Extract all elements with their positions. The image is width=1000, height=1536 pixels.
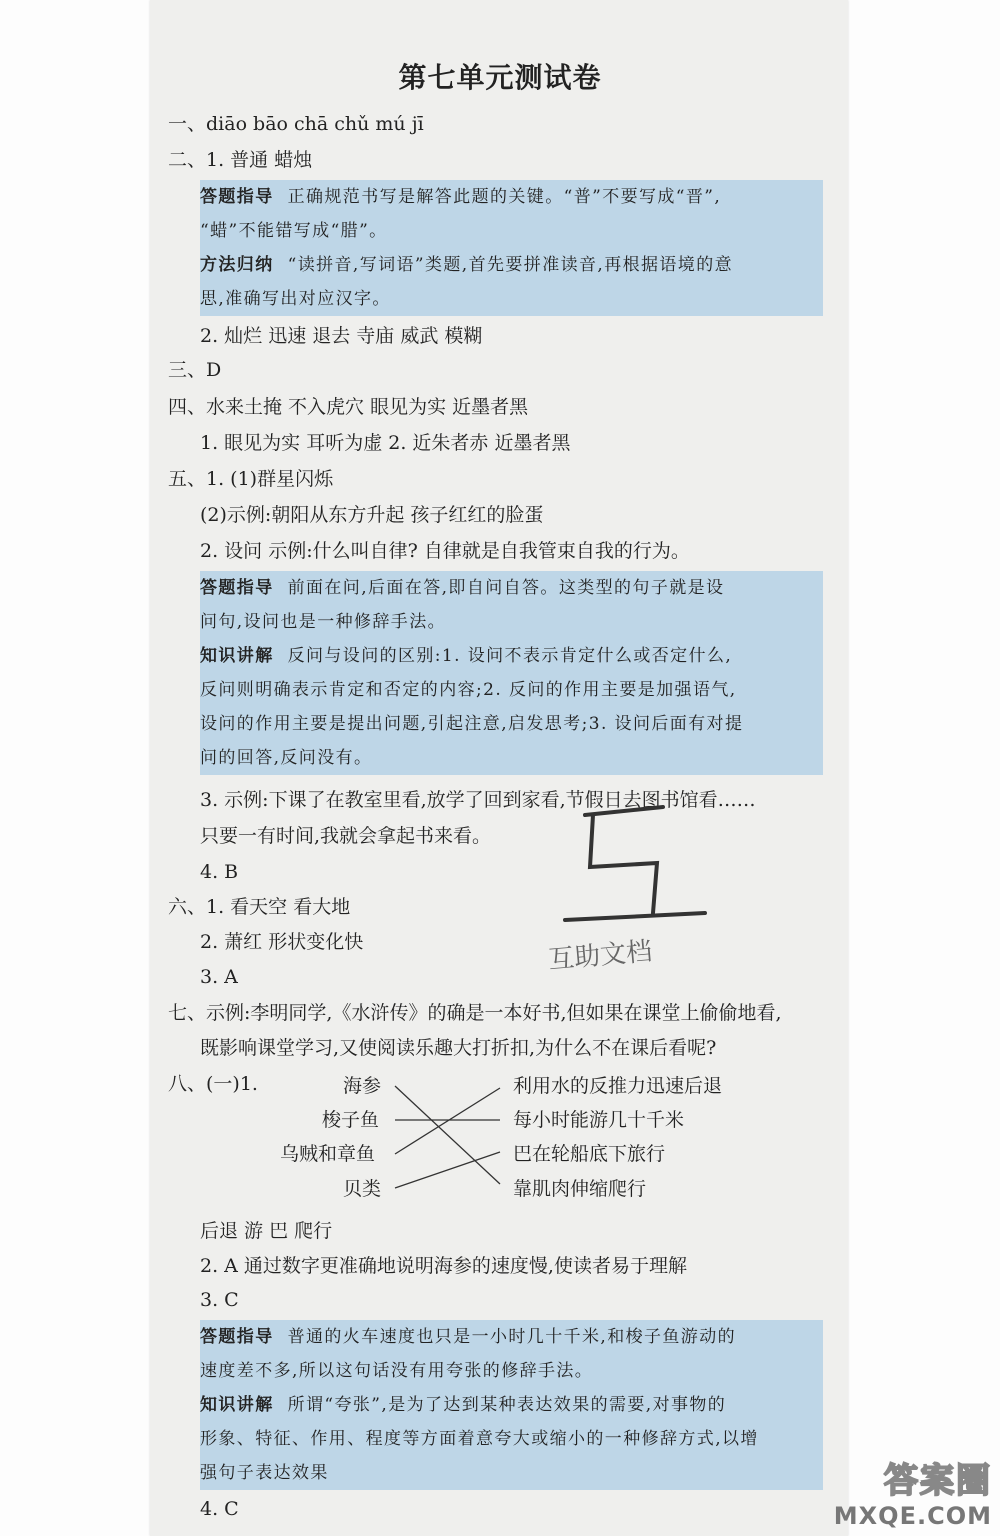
note-text: 正确规范书写是解答此题的关键。“普”不要写成“晋”, xyxy=(287,187,722,207)
note-text: 反问与设问的区别:1. 设问不表示肯定什么或否定什么, xyxy=(287,646,733,666)
match-right-item: 利用水的反推力迅速后退 xyxy=(513,1075,723,1097)
answer-q4-1: 1. 眼见为实 耳听为虚 2. 近朱者赤 近墨者黑 xyxy=(200,432,571,454)
answer-q8-2: 2. A 通过数字更准确地说明海参的速度慢,使读者易于理解 xyxy=(200,1255,687,1277)
answer-q7a: 七、示例:李明同学,《水浒传》的确是一本好书,但如果在课堂上偷偷地看, xyxy=(168,1002,782,1024)
answer-q5-1b: (2)示例:朝阳从东方升起 孩子红红的脸蛋 xyxy=(200,504,544,526)
note-tag: 答题指导 xyxy=(200,1327,274,1347)
watermark xyxy=(834,1453,992,1530)
note-text: 设问的作用主要是提出问题,引起注意,启发思考;3. 设问后面有对提 xyxy=(200,714,744,734)
match-line xyxy=(395,1086,500,1184)
answer-q7b: 既影响课堂学习,又使阅读乐趣大打折扣,为什么不在课后看呢? xyxy=(200,1037,717,1059)
note-tag: 答题指导 xyxy=(200,187,274,207)
note-text: “蜡”不能错写成“腊”。 xyxy=(200,221,388,241)
answer-q6-3: 3. A xyxy=(200,966,238,988)
answer-q8-4: 4. C xyxy=(200,1498,239,1520)
note-tag: 知识讲解 xyxy=(200,1395,274,1415)
match-left-item: 贝类 xyxy=(343,1178,382,1200)
note-text: 强句子表达效果 xyxy=(200,1463,329,1483)
match-line xyxy=(395,1088,500,1154)
match-right-item: 巴在轮船底下旅行 xyxy=(513,1143,666,1165)
answer-q8-3: 3. C xyxy=(200,1289,239,1311)
answer-q1: 一、diāo bāo chā chǔ mú jī xyxy=(168,113,424,135)
note-text: 普通的火车速度也只是一小时几十千米,和梭子鱼游动的 xyxy=(287,1327,737,1347)
answer-q5-4: 4. B xyxy=(200,861,239,883)
note-box-3 xyxy=(200,1320,823,1490)
note-tag: 方法归纳 xyxy=(200,255,274,275)
note-text: 思,准确写出对应汉字。 xyxy=(200,289,391,309)
answer-q8-head: 八、(一)1. xyxy=(168,1073,258,1095)
match-left-item: 乌贼和章鱼 xyxy=(280,1143,376,1165)
note-tag: 知识讲解 xyxy=(200,646,274,666)
answer-q6-1: 六、1. 看天空 看大地 xyxy=(168,896,351,918)
note-text: 反问则明确表示肯定和否定的内容;2. 反问的作用主要是加强语气, xyxy=(200,680,737,700)
note-text: 问句,设问也是一种修辞手法。 xyxy=(200,612,447,632)
answer-q5-2: 2. 设问 示例:什么叫自律? 自律就是自我管束自我的行为。 xyxy=(200,540,690,562)
match-right-item: 靠肌肉伸缩爬行 xyxy=(513,1178,647,1200)
stamp-text: 互助文档 xyxy=(547,936,654,976)
stamp-mark-icon xyxy=(545,795,725,935)
match-left-item: 梭子鱼 xyxy=(322,1109,380,1131)
note-box-1 xyxy=(200,180,823,316)
match-left-item: 海参 xyxy=(343,1075,382,1097)
note-text: 所谓“夸张”,是为了达到某种表达效果的需要,对事物的 xyxy=(287,1395,727,1415)
answer-q3: 三、D xyxy=(168,359,222,381)
watermark-url: MXQE.COM xyxy=(833,1502,992,1530)
note-text: 速度差不多,所以这句话没有用夸张的修辞手法。 xyxy=(200,1361,594,1381)
answer-q2-1: 二、1. 普通 蜡烛 xyxy=(168,149,313,171)
note-box-2 xyxy=(200,571,823,775)
note-text: “读拼音,写词语”类题,首先要拼准读音,再根据语境的意 xyxy=(287,255,734,275)
note-text: 问的回答,反问没有。 xyxy=(200,748,373,768)
answer-q5-3b: 只要一有时间,我就会拿起书来看。 xyxy=(200,825,492,847)
answer-q6-2: 2. 萧红 形状变化快 xyxy=(200,931,364,953)
match-right-item: 每小时能游几十千米 xyxy=(513,1109,685,1131)
watermark-logo: 答案圈 xyxy=(884,1461,992,1501)
answer-q5-1: 五、1. (1)群星闪烁 xyxy=(168,468,334,490)
page-title: 第七单元测试卷 xyxy=(398,61,602,94)
note-text: 前面在问,后面在答,即自问自答。这类型的句子就是设 xyxy=(287,578,725,598)
answer-q2-2: 2. 灿烂 迅速 退去 寺庙 威武 模糊 xyxy=(200,325,483,347)
answer-q4: 四、水来土掩 不入虎穴 眼见为实 近墨者黑 xyxy=(168,396,529,418)
answer-q5-3a: 3. 示例:下课了在教室里看,放学了回到家看,节假日去图书馆看…… xyxy=(200,789,756,811)
matching-lines xyxy=(390,1080,510,1200)
answer-q8-words: 后退 游 巴 爬行 xyxy=(200,1220,333,1242)
note-tag: 答题指导 xyxy=(200,578,274,598)
note-text: 形象、特征、作用、程度等方面着意夸大或缩小的一种修辞方式,以增 xyxy=(200,1429,759,1449)
